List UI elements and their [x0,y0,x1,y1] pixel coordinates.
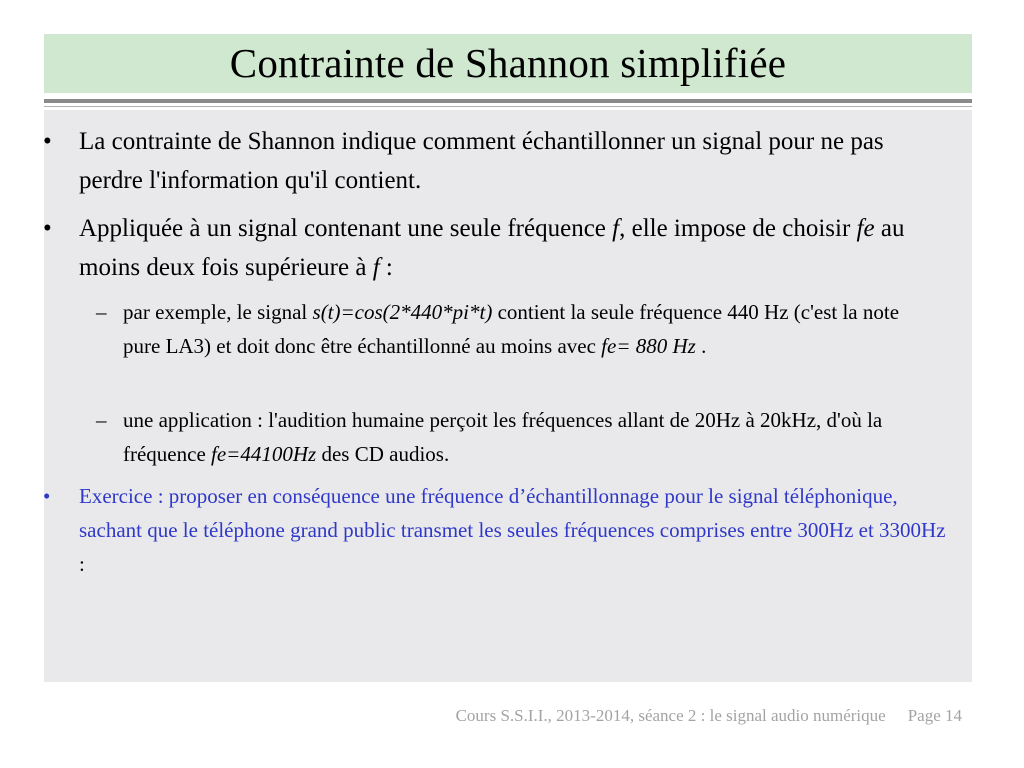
bullet-single-frequency [43,209,949,287]
exercise-tail: : [79,552,85,576]
sub-bullet-text-part: des CD audios. [316,442,450,466]
footer-course: Cours S.S.I.I., 2013-2014, séance 2 : le signal audio numérique [455,706,886,725]
bullet-marker: • [43,215,52,242]
sub-bullet-text-part: . [695,334,707,358]
sub-bullet-text-part: une application : l'audition humaine perçoit les fréquences allant de 20Hz à 20kHz, d'où la fréquence [123,408,883,466]
title-bar [44,34,972,93]
page-number: Page 14 [907,706,962,725]
formula-signal: s(t)=cos(2*440*pi*t) [312,300,493,324]
sub-bullet-example [96,295,923,363]
sub-bullet-text-part: contient la seule fréquence 440 Hz (c'est la note pure LA3) et doit donc être échantillonné au moins avec [123,300,900,358]
bullet-marker: • [43,484,51,508]
slide-title: Contrainte de Shannon simplifiée [229,40,787,86]
bullet-exercise [43,479,949,581]
bullet-text: La contrainte de Shannon indique comment échantillonner un signal pour ne pas perdre l'information qu'il contient. [79,128,884,194]
bullet-shannon-definition [43,122,949,200]
sub-bullet-text-part: par exemple, le signal [123,300,313,324]
slide-footer [456,706,962,726]
title-divider-thin [44,106,972,107]
formula-cd-rate: fe=44100Hz [211,442,317,466]
exercise-text: Exercice : proposer en conséquence une fréquence d’échantillonnage pour le signal téléphonique, sachant que le téléphone grand public transmet les seules fréquences comprises entre 300Hz et 3300Hz [79,484,946,542]
sub-bullet-marker: – [96,408,107,432]
bullet-text-part: , elle impose de choisir [619,215,857,242]
sub-bullet-application [96,403,923,471]
bullet-text-part: : [379,254,393,281]
bullet-marker: • [43,128,52,155]
bullet-text-part: au moins deux fois supérieure à [79,215,905,281]
variable-f: f [612,215,620,242]
bullet-text-part: Appliquée à un signal contenant une seule fréquence [79,215,613,242]
title-divider-thick [44,99,972,103]
formula-sampling-rate: fe= 880 Hz [601,334,696,358]
variable-fe: fe [856,215,875,242]
sub-bullet-marker: – [96,300,107,324]
variable-f: f [372,254,380,281]
